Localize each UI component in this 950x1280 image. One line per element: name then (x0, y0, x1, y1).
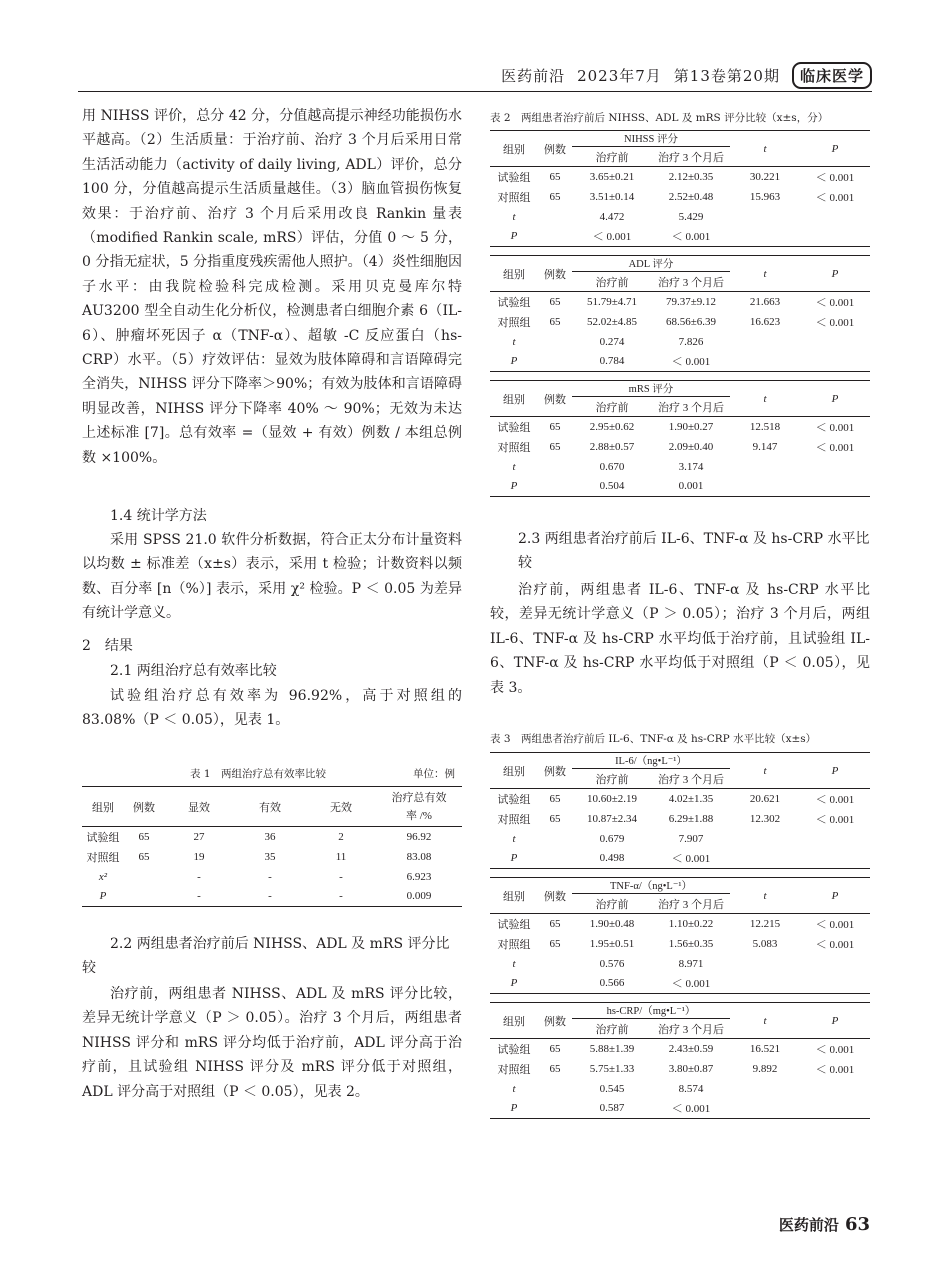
table-cell: 51.79±4.71 (586, 295, 638, 308)
table-cell: 1.90±0.48 (589, 917, 635, 930)
table-header-cell (376, 787, 462, 827)
table-header-cell: TNF-α/（ng•L⁻¹） (609, 881, 693, 892)
table-row (82, 887, 462, 907)
table-cell: 3.65±0.21 (589, 170, 635, 183)
section-heading-2-3: 2.3 两组患者治疗前后 IL-6、TNF-α 及 hs-CRP 水平比较 (518, 531, 870, 571)
table-cell (800, 1079, 870, 1099)
table-cell: t (512, 1082, 516, 1095)
table-cell: 对照组 (497, 938, 531, 951)
table-header-cell: 组别 (503, 1015, 525, 1028)
table-cell: t (512, 335, 516, 348)
table-header-cell: NIHSS 评分 (624, 134, 678, 145)
table-cell: 0.566 (599, 977, 625, 990)
table-cell: - (268, 890, 272, 903)
table-cell: P (510, 480, 518, 493)
table-cell: 65 (549, 420, 561, 433)
section-heading-1-4: 1.4 统计学方法 (110, 508, 207, 524)
table-cell: 试验组 (497, 421, 531, 434)
table-cell: - (197, 890, 201, 903)
table-cell: t (512, 832, 516, 845)
table-cell: 16.521 (749, 1042, 781, 1055)
table-cell: ＜ 0.001 (815, 938, 855, 951)
table-header-row (490, 878, 870, 894)
table-cell: 5.083 (752, 937, 778, 950)
table-cell: ＜ 0.001 (815, 1043, 855, 1056)
table-row (490, 1099, 870, 1119)
table-cell: 0.587 (599, 1102, 625, 1115)
table-row (490, 849, 870, 869)
table-header-row (490, 1003, 870, 1019)
table-cell: 65 (549, 792, 561, 805)
table-row (490, 187, 870, 207)
table-cell: ＜ 0.001 (592, 231, 632, 244)
table-header-cell: t (763, 1014, 767, 1027)
table-cell: ＜ 0.001 (671, 356, 711, 369)
table-cell (730, 829, 800, 849)
table-cell: P (510, 977, 518, 990)
header-journal: 医药前沿 (501, 67, 566, 85)
table-cell (538, 849, 572, 869)
table-cell: - (339, 890, 343, 903)
table-cell: 65 (549, 170, 561, 183)
table-cell: 79.37±9.12 (665, 295, 717, 308)
table-header-cell: ADL 评分 (628, 259, 674, 270)
table-cell: ＜ 0.001 (815, 813, 855, 826)
table-row (490, 809, 870, 829)
table-header-cell: 治疗前 (572, 147, 652, 167)
table-cell: 65 (549, 1042, 561, 1055)
table-cell: 2.52±0.48 (668, 190, 714, 203)
table3-block (490, 1002, 870, 1119)
table3-block (490, 752, 870, 869)
table-cell: 65 (549, 315, 561, 328)
table-header-cell: 显效 (188, 801, 210, 814)
table-cell: t (512, 460, 516, 473)
table-header-cell: 治疗前 (572, 1019, 652, 1039)
table-cell: 试验组 (86, 831, 120, 844)
table-header-cell: P (831, 1014, 839, 1027)
table-row (82, 847, 462, 867)
results-paragraph-2-1: 试验组治疗总有效率为 96.92%，高于对照组的 83.08%（P ＜ 0.05），见表 1。 (82, 688, 462, 729)
table-row (490, 312, 870, 332)
table-header-cell: 例数 (544, 393, 566, 406)
table-cell: 2.12±0.35 (668, 170, 714, 183)
table-cell (538, 207, 572, 227)
table-cell (538, 457, 572, 477)
table-row (490, 1059, 870, 1079)
table-cell (538, 1099, 572, 1119)
table-cell: 36 (264, 830, 276, 843)
table-cell (800, 457, 870, 477)
table-cell: 4.02±1.35 (668, 792, 714, 805)
table-header-row (490, 131, 870, 147)
table-cell: ＜ 0.001 (671, 978, 711, 991)
table-header-cell: P (831, 267, 839, 280)
table-cell: 10.87±2.34 (586, 812, 638, 825)
table-header-cell: 例数 (544, 765, 566, 778)
table3-caption: 表 3 两组患者治疗前后 IL-6、TNF-α 及 hs-CRP 水平比较（x±s） (490, 733, 817, 745)
table-cell (800, 352, 870, 372)
table3-block (490, 877, 870, 994)
table1-header-row (82, 787, 462, 827)
table1 (82, 786, 462, 907)
table-cell (730, 477, 800, 497)
table-cell (730, 954, 800, 974)
table-header-cell: 例数 (544, 890, 566, 903)
table-cell: 21.663 (749, 295, 781, 308)
table-row (490, 332, 870, 352)
table2-block (490, 380, 870, 497)
table-cell (730, 207, 800, 227)
table-header-cell: P (831, 142, 839, 155)
table-header-cell: 治疗前 (572, 769, 652, 789)
table-cell (730, 352, 800, 372)
table-cell: 试验组 (497, 793, 531, 806)
table-header-cell: t (763, 267, 767, 280)
heading-text: 2.2 两组患者治疗前后 NIHSS、ADL 及 mRS 评分比较 (82, 936, 450, 976)
table-cell: 0.009 (406, 890, 432, 903)
table-cell: 30.221 (749, 170, 781, 183)
table-cell: ＜ 0.001 (815, 171, 855, 184)
table-cell: 0.784 (599, 355, 625, 368)
table-cell (800, 1099, 870, 1119)
table-header-cell: 治疗 3 个月后 (652, 769, 730, 789)
table-cell: 96.92 (406, 830, 432, 843)
table-cell (124, 867, 164, 887)
table-cell: 2 (338, 830, 344, 843)
table-cell: 8.574 (678, 1082, 704, 1095)
table1-body (82, 827, 462, 907)
table-cell: P (510, 230, 518, 243)
table-cell: - (339, 870, 343, 883)
table-header-cell: 例数 (544, 268, 566, 281)
table-row (490, 437, 870, 457)
table-cell: P (99, 890, 107, 903)
table-cell (800, 849, 870, 869)
table-cell: 7.826 (678, 335, 704, 348)
table-cell: 6.923 (406, 870, 432, 883)
table-cell (538, 352, 572, 372)
table-header-cell: 组别 (503, 765, 525, 778)
table-cell (800, 207, 870, 227)
table-cell: 65 (549, 917, 561, 930)
table-header-cell: t (763, 889, 767, 902)
table-cell: 65 (549, 190, 561, 203)
table-row (490, 167, 870, 187)
table-cell (538, 227, 572, 247)
table-header-cell: 治疗 3 个月后 (652, 272, 730, 292)
header-divider (78, 91, 872, 92)
table-header-cell: 有效 (259, 801, 281, 814)
table-row (490, 954, 870, 974)
header-issue: 第13卷第20期 (673, 67, 780, 85)
table-header-cell: t (763, 142, 767, 155)
table-cell: 0.670 (599, 460, 625, 473)
table2-block (490, 130, 870, 247)
table-header-cell: 治疗 3 个月后 (652, 894, 730, 914)
table-cell: 65 (138, 830, 150, 843)
table-cell: 12.518 (749, 420, 781, 433)
table-cell: 0.498 (599, 852, 625, 865)
table-cell (800, 332, 870, 352)
table-cell: - (197, 870, 201, 883)
table-cell: 65 (549, 295, 561, 308)
table-row (490, 914, 870, 934)
table-cell (538, 954, 572, 974)
methods-paragraph: 用 NIHSS 评价，总分 42 分，分值越高提示神经功能损伤水平越高。（2）生活质量：于治疗前、治疗 3 个月后采用日常生活活动能力（activity of daily living, ADL）评价，总分 100 分，分值越高提示生活质量越佳。（3）脑血管损伤恢复效果：于治疗前、治疗 3 个月后采用改良 Rankin 量表（modified Rankin scale, mRS）评估，分值 0 ～ 5 分，0 分指无症状，5 分指重度残疾需他人照护。（4）炎性细胞因子水平：由我院检验科完成检测。采用贝克曼库尔特 AU3200 型全自动生化分析仪，检测患者白细胞介素 6（IL-6）、肿瘤坏死因子 α（TNF-α）、超敏 -C 反应蛋白（hs-CRP）水平。（5）疗效评估：显效为肢体障碍和言语障碍完全消失，NIHSS 评分下降率＞90%；有效为肢体和言语障碍明显改善，NIHSS 评分下降率 40% ～ 90%；无效为未达上述标准 [7]。总有效率 =（显效 + 有效）例数 / 本组总例数 ×100%。 (82, 108, 462, 466)
table-cell: 试验组 (497, 171, 531, 184)
table-cell: ＜ 0.001 (815, 296, 855, 309)
table-cell: 11 (335, 850, 347, 863)
table-cell: 0.545 (599, 1082, 625, 1095)
table1-caption: 表 1 两组治疗总有效率比较 (190, 768, 327, 780)
table-header-cell: 治疗 3 个月后 (652, 397, 730, 417)
table-row (490, 457, 870, 477)
table-cell: 对照组 (497, 191, 531, 204)
header-text-line: 治疗总有效 (391, 791, 447, 804)
table-row (490, 934, 870, 954)
table-cell: 3.174 (678, 460, 704, 473)
table-header-cell: 例数 (544, 143, 566, 156)
header-text-line: 率 /% (406, 809, 432, 822)
table-header-cell: hs-CRP/（mg•L⁻¹） (606, 1006, 696, 1017)
table-row (82, 827, 462, 847)
table-cell: - (268, 870, 272, 883)
table-cell: 3.51±0.14 (589, 190, 635, 203)
table-row (490, 207, 870, 227)
table-cell: 10.60±2.19 (586, 792, 638, 805)
table-cell: 8.971 (678, 957, 704, 970)
table-cell: 试验组 (497, 918, 531, 931)
table-row (490, 292, 870, 312)
table-cell: 65 (549, 1062, 561, 1075)
table-cell: 2.88±0.57 (589, 440, 635, 453)
table-header-cell: t (763, 764, 767, 777)
table-cell: 对照组 (497, 813, 531, 826)
table-cell: 12.215 (749, 917, 781, 930)
table-cell: 1.56±0.35 (668, 937, 714, 950)
table-cell (124, 887, 164, 907)
table-cell: 27 (193, 830, 205, 843)
table-cell: 1.10±0.22 (668, 917, 714, 930)
section-heading-2-2 (82, 932, 462, 980)
table-cell (538, 477, 572, 497)
table-header-cell: 治疗 3 个月后 (652, 147, 730, 167)
table-cell: 4.472 (599, 210, 625, 223)
table-row (490, 1039, 870, 1059)
table-cell: t (512, 210, 516, 223)
table-cell: ＜ 0.001 (815, 441, 855, 454)
table-header-row (490, 753, 870, 769)
table-cell: 15.963 (749, 190, 781, 203)
table-cell (800, 477, 870, 497)
table-cell: 19 (193, 850, 205, 863)
table-cell: 7.907 (678, 832, 704, 845)
table-cell: 16.623 (749, 315, 781, 328)
table2-block (490, 255, 870, 372)
table-cell: ＜ 0.001 (671, 1103, 711, 1116)
page-footer (779, 1214, 870, 1235)
table-header-row (490, 256, 870, 272)
table-header-cell: 治疗前 (572, 894, 652, 914)
table-cell: 1.95±0.51 (589, 937, 635, 950)
table-cell: 对照组 (497, 441, 531, 454)
table-header-cell: P (831, 889, 839, 902)
table-cell: 65 (549, 812, 561, 825)
table-header-cell: 例数 (133, 801, 155, 814)
table-cell (730, 1079, 800, 1099)
table-cell (730, 457, 800, 477)
table1-unit: 单位：例 (413, 768, 455, 780)
table-cell: 65 (549, 440, 561, 453)
table-cell: 12.302 (749, 812, 781, 825)
table-header-cell: mRS 评分 (628, 384, 674, 395)
table-cell: ＜ 0.001 (815, 918, 855, 931)
table-cell: 5.75±1.33 (589, 1062, 635, 1075)
table-cell: P (510, 355, 518, 368)
table-cell: 83.08 (406, 850, 432, 863)
table-cell: 0.679 (599, 832, 625, 845)
table-row (490, 227, 870, 247)
table-cell (538, 332, 572, 352)
table-cell: ＜ 0.001 (815, 793, 855, 806)
table-cell: 对照组 (497, 316, 531, 329)
table-cell: 0.576 (599, 957, 625, 970)
table-cell: 3.80±0.87 (668, 1062, 714, 1075)
table-cell: 6.29±1.88 (668, 812, 714, 825)
table-cell (538, 829, 572, 849)
stats-paragraph: 采用 SPSS 21.0 软件分析数据，符合正太分布计量资料以均数 ± 标准差（x±s）表示，采用 t 检验；计数资料以频数、百分率 [n（%）] 表示，采用 χ² 检验。P ＜ 0.05 为差异有统计学意义。 (82, 532, 462, 622)
table-cell: 2.09±0.40 (668, 440, 714, 453)
table-cell: 35 (264, 850, 276, 863)
table-cell: 52.02±4.85 (586, 315, 638, 328)
results-paragraph-2-3: 治疗前，两组患者 IL-6、TNF-α 及 hs-CRP 水平比较，差异无统计学意义（P ＞ 0.05）；治疗 3 个月后，两组 IL-6、TNF-α 及 hs-CRP 水平均低于治疗前，且试验组 IL-6、TNF-α 及 hs-CRP 水平均低于对照组（P ＜ 0.05），见表 3。 (490, 582, 870, 696)
results-paragraph-2-2: 治疗前，两组患者 NIHSS、ADL 及 mRS 评分比较，差异无统计学意义（P ＞ 0.05）。治疗 3 个月后，两组患者 NIHSS 评分和 mRS 评分均低于治疗前，ADL 评分高于治疗前，且试验组 NIHSS 评分及 mRS 评分低于对照组，ADL 评分高于对照组（P ＜ 0.05），见表 2。 (82, 986, 462, 1100)
table-cell (538, 1079, 572, 1099)
table-cell (730, 849, 800, 869)
table-header-cell: 治疗前 (572, 272, 652, 292)
table-cell: 0.001 (678, 480, 704, 493)
table-row (490, 789, 870, 809)
table-cell: 68.56±6.39 (665, 315, 717, 328)
header-date: 2023年7月 (577, 67, 662, 85)
page-number: 63 (844, 1214, 870, 1235)
table-header-cell: 无效 (330, 801, 352, 814)
table-cell (800, 954, 870, 974)
table-header-cell: 治疗 3 个月后 (652, 1019, 730, 1039)
table-cell: 5.88±1.39 (589, 1042, 635, 1055)
table-cell (730, 1099, 800, 1119)
table-cell: ＜ 0.001 (815, 421, 855, 434)
table-cell: 0.274 (599, 335, 625, 348)
table-cell: 0.504 (599, 480, 625, 493)
table-cell: 对照组 (86, 851, 120, 864)
table2-caption: 表 2 两组患者治疗前后 NIHSS、ADL 及 mRS 评分比较（x±s，分） (490, 112, 829, 124)
table-cell: x² (98, 870, 108, 883)
table-cell (730, 332, 800, 352)
table-row (82, 867, 462, 887)
table-cell: 65 (549, 937, 561, 950)
table-cell: ＜ 0.001 (671, 853, 711, 866)
table-cell: t (512, 957, 516, 970)
table-cell: 9.147 (752, 440, 778, 453)
table-header-cell: 治疗前 (572, 397, 652, 417)
table-cell (800, 227, 870, 247)
table-cell (730, 227, 800, 247)
table-row (490, 829, 870, 849)
table-cell: 试验组 (497, 296, 531, 309)
table-cell: 试验组 (497, 1043, 531, 1056)
table-row (490, 477, 870, 497)
table-cell (800, 829, 870, 849)
table-header-cell: IL-6/（ng•L⁻¹） (615, 756, 687, 767)
table-cell: ＜ 0.001 (815, 1063, 855, 1076)
table-cell (730, 974, 800, 994)
table-row (490, 974, 870, 994)
table-header-cell: 组别 (503, 393, 525, 406)
table-header-cell: P (831, 764, 839, 777)
table-header-row (490, 381, 870, 397)
table-header-cell: P (831, 392, 839, 405)
table-header-cell: t (763, 392, 767, 405)
table-cell: ＜ 0.001 (815, 191, 855, 204)
table-header-cell: 例数 (544, 1015, 566, 1028)
table-header-cell: 组别 (503, 143, 525, 156)
table-cell (538, 974, 572, 994)
table-cell: 20.621 (749, 792, 781, 805)
section-badge: 临床医学 (792, 62, 872, 89)
table-cell (800, 974, 870, 994)
table-row (490, 417, 870, 437)
table-cell: 对照组 (497, 1063, 531, 1076)
table-cell: 9.892 (752, 1062, 778, 1075)
section-heading-results: 2 结果 (82, 638, 133, 654)
table-cell: 2.95±0.62 (589, 420, 635, 433)
table-cell: 1.90±0.27 (668, 420, 714, 433)
table-cell: ＜ 0.001 (671, 231, 711, 244)
table-cell: 65 (138, 850, 150, 863)
table-cell: P (510, 1102, 518, 1115)
table-row (490, 1079, 870, 1099)
table-header-cell: 组别 (503, 268, 525, 281)
table-row (490, 352, 870, 372)
table-cell: 2.43±0.59 (668, 1042, 714, 1055)
running-header (501, 62, 872, 89)
table-header-cell: 组别 (503, 890, 525, 903)
section-heading-2-1: 2.1 两组治疗总有效率比较 (110, 663, 277, 679)
table-cell: 5.429 (678, 210, 704, 223)
table-header-cell: 组别 (92, 801, 114, 814)
footer-journal: 医药前沿 (778, 1216, 839, 1234)
table-cell: ＜ 0.001 (815, 316, 855, 329)
table-cell: P (510, 852, 518, 865)
